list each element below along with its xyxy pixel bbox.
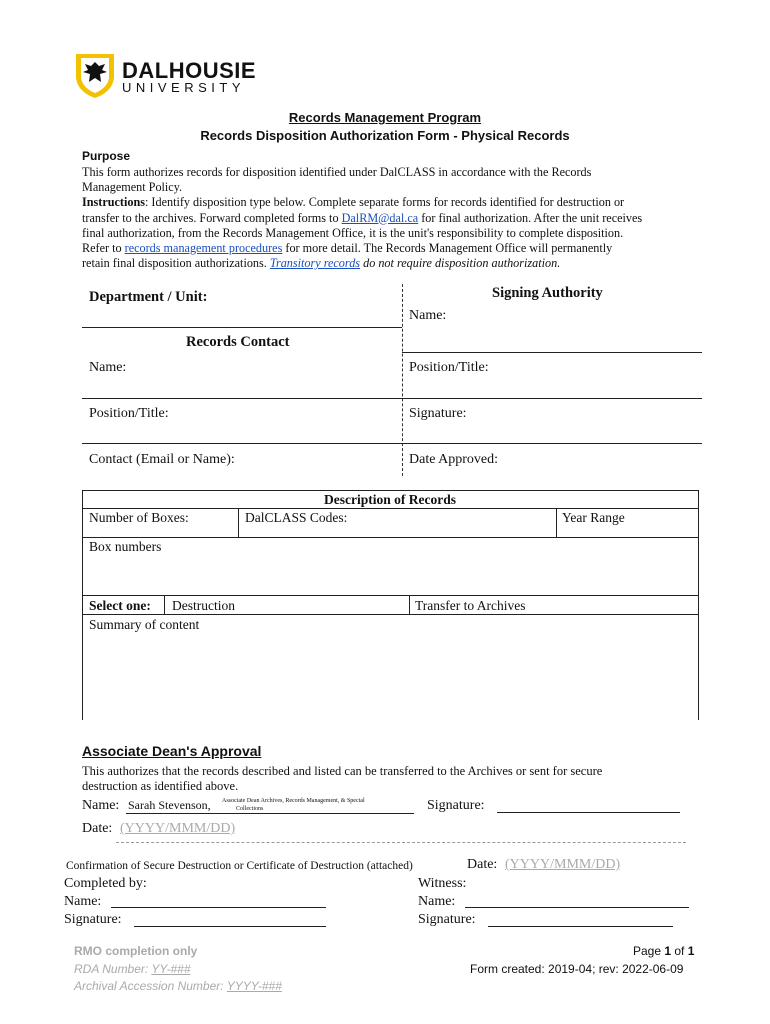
- rda-number: RDA Number: YY-###: [74, 962, 191, 976]
- authority-position-label: Position/Title:: [409, 360, 489, 375]
- witness-signature-line[interactable]: [488, 926, 673, 927]
- column-divider: [402, 284, 403, 476]
- rule: [409, 595, 410, 614]
- description-heading: Description of Records: [324, 492, 456, 507]
- approval-text: This authorizes that the records described and listed can be transferred to the Archives or sent for secure destruction as identified above.: [82, 764, 603, 794]
- email-link[interactable]: DalRM@dal.ca: [341, 210, 419, 225]
- confirmation-date-label: Date:: [467, 857, 498, 872]
- contact-position-label: Position/Title:: [89, 406, 169, 421]
- dean-date-label: Date:: [82, 821, 113, 836]
- program-title: Records Management Program: [288, 110, 482, 125]
- rule: [556, 508, 557, 537]
- witness-label: Witness:: [418, 876, 467, 891]
- witness-name-label: Name:: [418, 894, 456, 909]
- rule: [402, 443, 702, 444]
- form-title: Records Disposition Authorization Form - Physical Records: [200, 128, 570, 143]
- dean-signature-label: Signature:: [427, 798, 485, 813]
- destruction-option[interactable]: Destruction: [172, 598, 235, 613]
- summary-label: Summary of content: [89, 617, 200, 632]
- purpose-text: This form authorizes records for disposition identified under DalCLASS in accordance with the Records Management Policy. Instructions: Identify disposition type below. Complete separate forms for records identified for destruction or transfer to the archives. Forward completed forms to DalRM@dal.ca for final authorization. After the unit receives final authorization, from the Records Management Office, it is the unit's responsibility to complete disposition. Refer to records management procedures for more detail. The Records Management Office will permanently retain final disposition authorizations. Transitory records do not require disposition authorization.: [82, 165, 643, 271]
- department-rule: [82, 327, 402, 328]
- form-created: Form created: 2019-04; rev: 2022-06-09: [470, 962, 684, 976]
- rule: [402, 398, 702, 399]
- select-one-label: Select one:: [89, 598, 151, 613]
- dean-signature-line[interactable]: [497, 812, 680, 813]
- dean-name-label: Name:: [82, 798, 120, 813]
- contact-email-label: Contact (Email or Name):: [89, 452, 235, 467]
- confirmation-text: Confirmation of Secure Destruction or Certificate of Destruction (attached): [66, 860, 413, 872]
- procedures-link[interactable]: records management procedures: [124, 241, 283, 256]
- dean-name-line: [126, 813, 414, 814]
- witness-signature-label: Signature:: [418, 912, 476, 927]
- purpose-heading: Purpose: [82, 149, 131, 163]
- page-number: Page 1 of 1: [633, 944, 695, 958]
- signing-authority-heading: Signing Authority: [492, 285, 603, 301]
- year-range-label: Year Range: [562, 510, 625, 525]
- completed-name-label: Name:: [64, 894, 102, 909]
- dalhousie-shield-icon: [74, 52, 116, 100]
- confirmation-date-field[interactable]: (YYYY/MMM/DD): [505, 857, 621, 872]
- contact-name-label: Name:: [89, 360, 127, 375]
- rule: [698, 490, 699, 720]
- rule: [164, 595, 165, 614]
- rule: [82, 614, 699, 615]
- date-approved-label: Date Approved:: [409, 452, 499, 467]
- rmo-label: RMO completion only: [74, 944, 198, 958]
- rule: [82, 443, 402, 444]
- dean-name: Sarah Stevenson,: [128, 798, 211, 812]
- boxes-label: Number of Boxes:: [89, 510, 189, 525]
- records-contact-heading: Records Contact: [186, 334, 290, 350]
- box-numbers-label: Box numbers: [89, 539, 162, 554]
- rule: [82, 508, 699, 509]
- completed-signature-line[interactable]: [134, 926, 326, 927]
- approval-heading: Associate Dean's Approval: [82, 743, 262, 759]
- logo-subtitle: UNIVERSITY: [122, 80, 246, 95]
- transfer-option[interactable]: Transfer to Archives: [415, 598, 526, 613]
- dalclass-codes-label: DalCLASS Codes:: [245, 510, 348, 525]
- accession-number: Archival Accession Number: YYYY-###: [74, 979, 282, 993]
- completed-name-line[interactable]: [111, 907, 326, 908]
- rule: [82, 398, 402, 399]
- logo-name: DALHOUSIE: [122, 58, 257, 83]
- rule: [82, 595, 699, 596]
- witness-name-line[interactable]: [465, 907, 689, 908]
- rule: [82, 490, 699, 491]
- dashed-separator: [116, 842, 686, 843]
- authority-name-label: Name:: [409, 308, 447, 323]
- transitory-link[interactable]: Transitory records: [269, 256, 361, 271]
- completed-signature-label: Signature:: [64, 912, 122, 927]
- completed-by-label: Completed by:: [64, 876, 147, 891]
- rule: [238, 508, 239, 537]
- rule: [82, 490, 83, 720]
- rule: [402, 352, 702, 353]
- dean-date-field[interactable]: (YYYY/MMM/DD): [120, 821, 236, 836]
- authority-signature-label: Signature:: [409, 406, 467, 421]
- rule: [82, 537, 699, 538]
- department-label: Department / Unit:: [89, 289, 208, 305]
- dean-title: Associate Dean Archives, Records Management, & Special Collections: [222, 798, 365, 812]
